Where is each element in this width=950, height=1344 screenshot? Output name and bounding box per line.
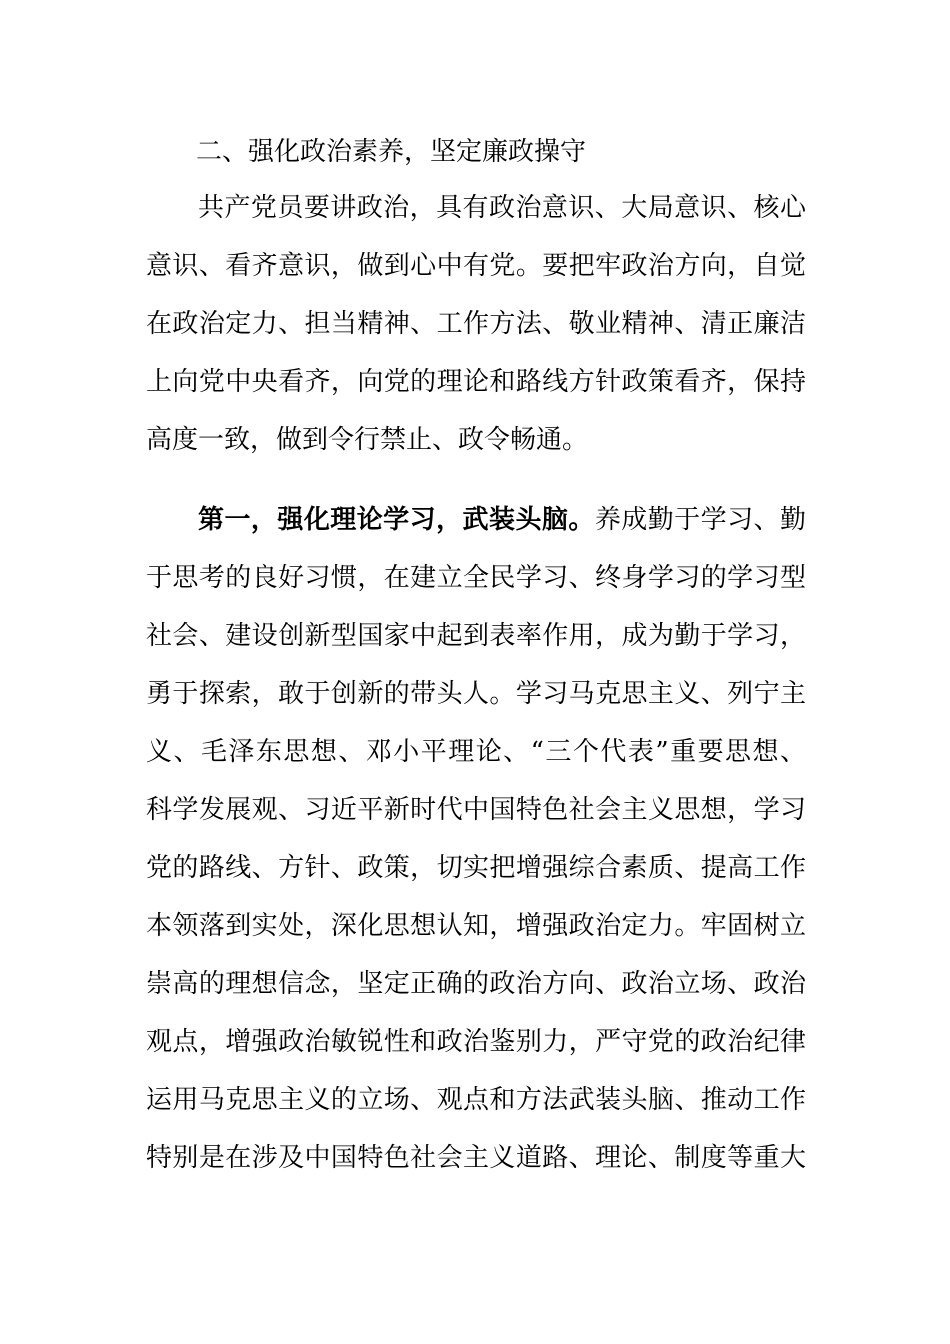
paragraph-line: 勇于探索，敢于创新的带头人。学习马克思主义、列宁主 bbox=[146, 679, 806, 709]
paragraph-line: 党的路线、方针、政策，切实把增强综合素质、提高工作 bbox=[146, 853, 806, 883]
lead-continuation-text: 养成勤于学习、勤 bbox=[594, 505, 806, 535]
bold-lead-text: 第一，强化理论学习，武装头脑。 bbox=[198, 505, 595, 535]
paragraph-line: 科学发展观、习近平新时代中国特色社会主义思想，学习 bbox=[146, 795, 806, 825]
paragraph-line: 在政治定力、担当精神、工作方法、敬业精神、清正廉洁 bbox=[146, 309, 806, 339]
paragraph-line: 观点，增强政治敏锐性和政治鉴别力，严守党的政治纪律 bbox=[146, 1027, 806, 1057]
paragraph-line: 义、毛泽东思想、邓小平理论、“三个代表”重要思想、 bbox=[146, 737, 806, 767]
paragraph-line: 崇高的理想信念，坚定正确的政治方向、政治立场、政治 bbox=[146, 969, 806, 999]
paragraph-line: 于思考的良好习惯，在建立全民学习、终身学习的学习型 bbox=[146, 563, 806, 593]
section-heading: 二、强化政治素养，坚定廉政操守 bbox=[196, 137, 587, 167]
paragraph-line: 特别是在涉及中国特色社会主义道路、理论、制度等重大 bbox=[146, 1143, 806, 1173]
paragraph-line: 本领落到实处，深化思想认知，增强政治定力。牢固树立 bbox=[146, 911, 806, 941]
paragraph-line: 意识、看齐意识，做到心中有党。要把牢政治方向，自觉 bbox=[146, 251, 806, 281]
paragraph-line: 上向党中央看齐，向党的理论和路线方针政策看齐，保持 bbox=[146, 367, 806, 397]
paragraph-line: 高度一致，做到令行禁止、政令畅通。 bbox=[146, 425, 589, 455]
paragraph-line: 运用马克思主义的立场、观点和方法武装头脑、推动工作 bbox=[146, 1085, 806, 1115]
paragraph-first-line bbox=[198, 500, 806, 540]
paragraph-line: 社会、建设创新型国家中起到表率作用，成为勤于学习， bbox=[146, 621, 806, 651]
paragraph-line: 共产党员要讲政治，具有政治意识、大局意识、核心 bbox=[198, 193, 806, 223]
